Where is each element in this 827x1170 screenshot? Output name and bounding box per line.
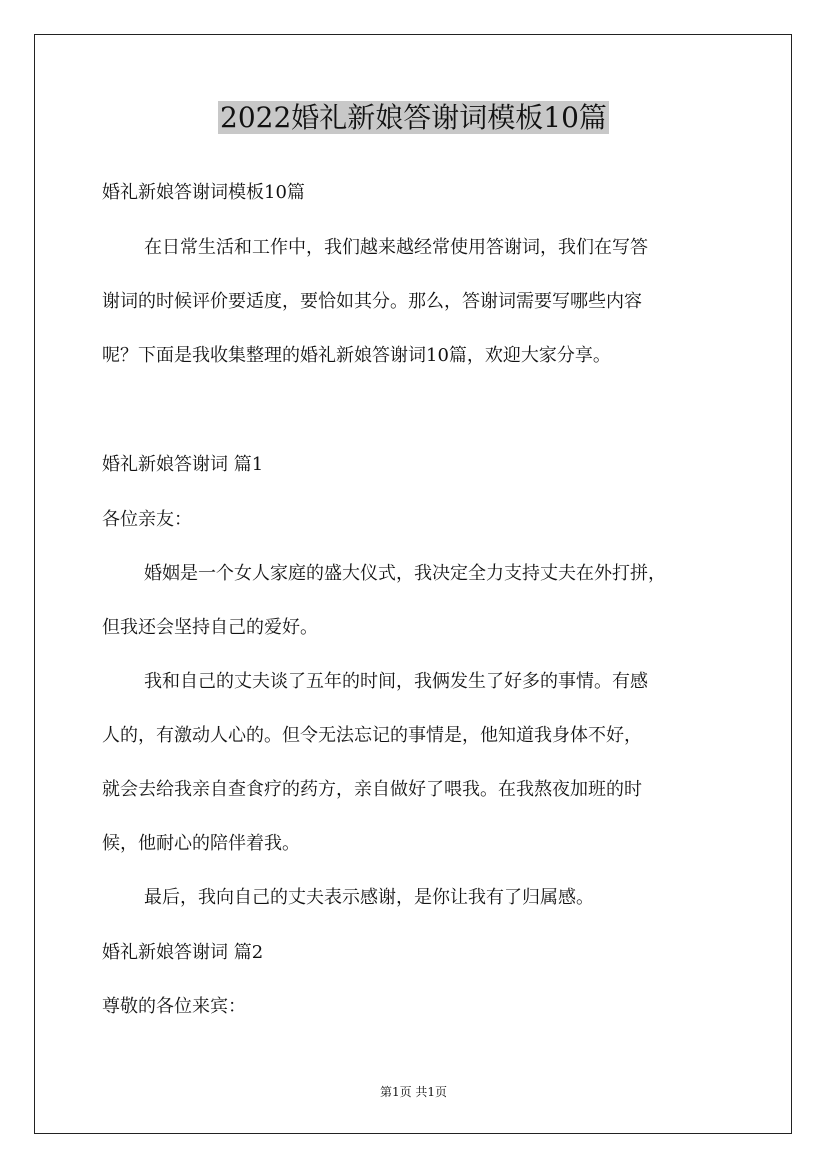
intro-line-2: 谢词的时候评价要适度，要恰如其分。那么，答谢词需要写哪些内容 (102, 291, 642, 312)
section-1-line-5: 就会去给我亲自查食疗的药方，亲自做好了喂我。在我熬夜加班的时 (102, 779, 642, 800)
section-1-line-7: 最后，我向自己的丈夫表示感谢，是你让我有了归属感。 (144, 887, 594, 908)
section-1-line-3: 我和自己的丈夫谈了五年的时间，我俩发生了好多的事情。有感 (144, 671, 648, 692)
section-1-heading: 婚礼新娘答谢词 篇1 (102, 454, 264, 475)
section-1-line-6: 候，他耐心的陪伴着我。 (102, 833, 300, 854)
intro-line-1: 在日常生活和工作中，我们越来越经常使用答谢词，我们在写答 (144, 237, 648, 258)
section-1-line-2: 但我还会坚持自己的爱好。 (102, 617, 318, 638)
section-1-line-1: 婚姻是一个女人家庭的盛大仪式，我决定全力支持丈夫在外打拼， (144, 563, 666, 584)
section-1-greeting: 各位亲友： (102, 509, 192, 530)
document-title (0, 98, 827, 138)
section-2-heading: 婚礼新娘答谢词 篇2 (102, 942, 264, 963)
section-1-line-4: 人的，有激动人心的。但令无法忘记的事情是，他知道我身体不好， (102, 725, 642, 746)
section-2-greeting: 尊敬的各位来宾： (102, 996, 246, 1017)
document-title-text: 2022婚礼新娘答谢词模板10篇 (220, 101, 607, 134)
intro-line-3: 呢？下面是我收集整理的婚礼新娘答谢词10篇，欢迎大家分享。 (102, 345, 611, 366)
document-subtitle: 婚礼新娘答谢词模板10篇 (102, 182, 305, 203)
page-footer: 第1页 共1页 (379, 1085, 448, 1099)
